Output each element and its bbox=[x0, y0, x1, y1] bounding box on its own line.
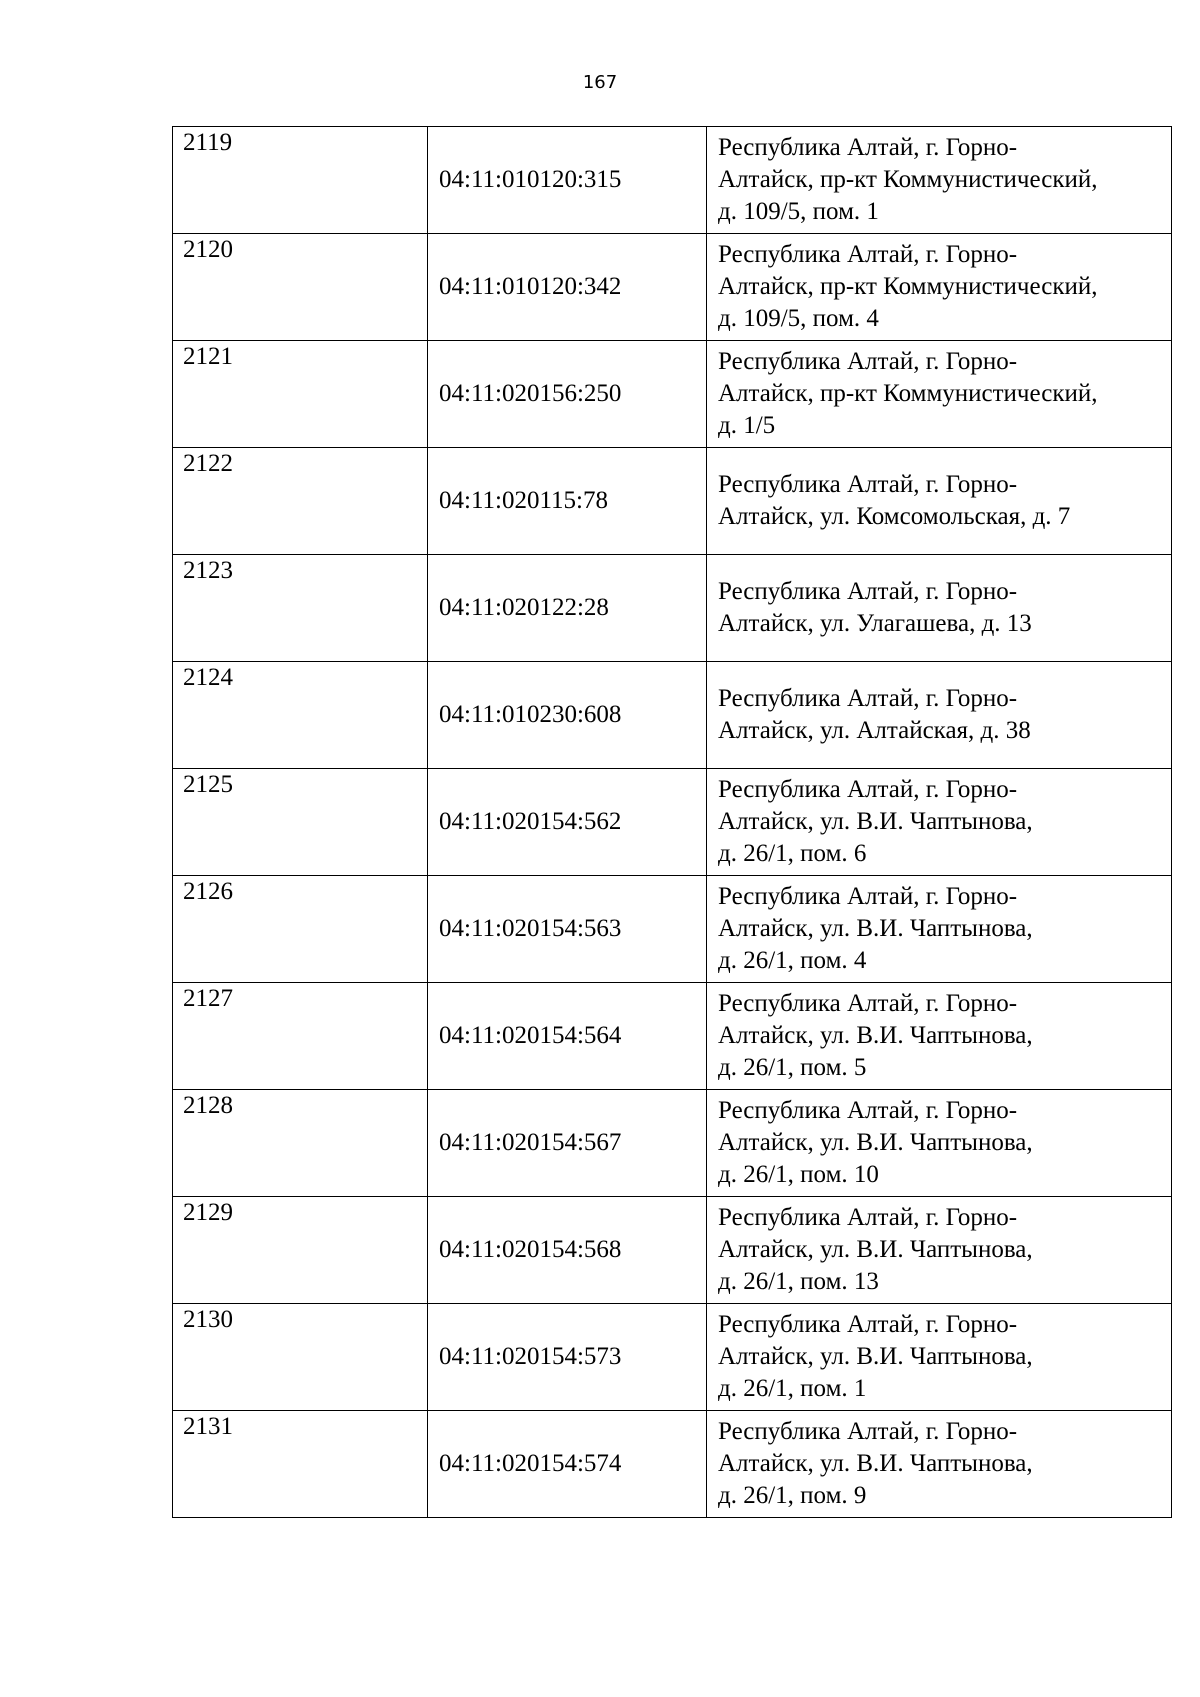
address-line: Республика Алтай, г. Горно- bbox=[718, 471, 1018, 498]
table-row bbox=[173, 1304, 1172, 1411]
table-row bbox=[173, 341, 1172, 448]
address-line: Алтайск, ул. В.И. Чаптынова, bbox=[718, 1129, 1033, 1156]
address-line: д. 26/1, пом. 9 bbox=[718, 1482, 867, 1509]
address-cell bbox=[707, 1411, 1172, 1518]
row-number-cell: 2123 bbox=[173, 555, 428, 662]
row-number-cell: 2124 bbox=[173, 662, 428, 769]
row-number-cell: 2128 bbox=[173, 1090, 428, 1197]
address-line: Алтайск, ул. Улагашева, д. 13 bbox=[718, 610, 1032, 637]
table-row bbox=[173, 876, 1172, 983]
cadastral-number-cell: 04:11:020115:78 bbox=[428, 448, 707, 555]
address-cell bbox=[707, 876, 1172, 983]
row-number-cell: 2131 bbox=[173, 1411, 428, 1518]
cadastral-number-cell: 04:11:020154:564 bbox=[428, 983, 707, 1090]
address-line: Республика Алтай, г. Горно- bbox=[718, 990, 1018, 1017]
address-cell bbox=[707, 555, 1172, 662]
cadastral-number-cell: 04:11:010230:608 bbox=[428, 662, 707, 769]
address-cell bbox=[707, 341, 1172, 448]
cadastral-number-cell: 04:11:020154:574 bbox=[428, 1411, 707, 1518]
address-line: д. 109/5, пом. 4 bbox=[718, 305, 879, 332]
address-line: Республика Алтай, г. Горно- bbox=[718, 1311, 1018, 1338]
row-number-cell: 2122 bbox=[173, 448, 428, 555]
cadastral-number-cell: 04:11:020156:250 bbox=[428, 341, 707, 448]
cadastral-number-cell: 04:11:020122:28 bbox=[428, 555, 707, 662]
row-number-cell: 2125 bbox=[173, 769, 428, 876]
address-line: Алтайск, ул. В.И. Чаптынова, bbox=[718, 1236, 1033, 1263]
address-cell bbox=[707, 127, 1172, 234]
address-line: д. 26/1, пом. 1 bbox=[718, 1375, 867, 1402]
table-row bbox=[173, 234, 1172, 341]
table-row bbox=[173, 1411, 1172, 1518]
address-line: д. 26/1, пом. 10 bbox=[718, 1161, 879, 1188]
address-line: Алтайск, пр-кт Коммунистический, bbox=[718, 380, 1098, 407]
cadastral-number-cell: 04:11:020154:567 bbox=[428, 1090, 707, 1197]
row-number-cell: 2126 bbox=[173, 876, 428, 983]
address-cell bbox=[707, 983, 1172, 1090]
address-cell bbox=[707, 448, 1172, 555]
address-cell bbox=[707, 1304, 1172, 1411]
address-cell bbox=[707, 234, 1172, 341]
cadastral-number-cell: 04:11:010120:342 bbox=[428, 234, 707, 341]
address-line: д. 26/1, пом. 13 bbox=[718, 1268, 879, 1295]
cadastral-number-cell: 04:11:020154:563 bbox=[428, 876, 707, 983]
row-number-cell: 2119 bbox=[173, 127, 428, 234]
address-cell bbox=[707, 769, 1172, 876]
address-line: Республика Алтай, г. Горно- bbox=[718, 348, 1018, 375]
property-table bbox=[172, 126, 1172, 1518]
address-line: Республика Алтай, г. Горно- bbox=[718, 241, 1018, 268]
cadastral-number-cell: 04:11:010120:315 bbox=[428, 127, 707, 234]
address-line: Республика Алтай, г. Горно- bbox=[718, 685, 1018, 712]
address-cell bbox=[707, 1197, 1172, 1304]
cadastral-number-cell: 04:11:020154:562 bbox=[428, 769, 707, 876]
table-row bbox=[173, 127, 1172, 234]
table-row bbox=[173, 769, 1172, 876]
address-line: Республика Алтай, г. Горно- bbox=[718, 776, 1018, 803]
table-row bbox=[173, 1090, 1172, 1197]
address-line: Республика Алтай, г. Горно- bbox=[718, 883, 1018, 910]
address-line: Республика Алтай, г. Горно- bbox=[718, 578, 1018, 605]
address-line: Алтайск, ул. В.И. Чаптынова, bbox=[718, 1450, 1033, 1477]
address-line: Алтайск, ул. Комсомольская, д. 7 bbox=[718, 503, 1071, 530]
cadastral-number-cell: 04:11:020154:573 bbox=[428, 1304, 707, 1411]
address-line: Алтайск, ул. В.И. Чаптынова, bbox=[718, 915, 1033, 942]
row-number-cell: 2129 bbox=[173, 1197, 428, 1304]
address-line: д. 1/5 bbox=[718, 412, 776, 439]
row-number-cell: 2130 bbox=[173, 1304, 428, 1411]
table-row bbox=[173, 662, 1172, 769]
address-line: Алтайск, ул. Алтайская, д. 38 bbox=[718, 717, 1031, 744]
address-line: Алтайск, ул. В.И. Чаптынова, bbox=[718, 808, 1033, 835]
address-line: д. 26/1, пом. 4 bbox=[718, 947, 867, 974]
address-line: Республика Алтай, г. Горно- bbox=[718, 134, 1018, 161]
table-row bbox=[173, 983, 1172, 1090]
table-body bbox=[173, 127, 1172, 1518]
table-row bbox=[173, 555, 1172, 662]
address-line: Алтайск, пр-кт Коммунистический, bbox=[718, 166, 1098, 193]
address-line: Алтайск, ул. В.И. Чаптынова, bbox=[718, 1022, 1033, 1049]
address-line: д. 26/1, пом. 6 bbox=[718, 840, 867, 867]
address-cell bbox=[707, 1090, 1172, 1197]
address-line: Республика Алтай, г. Горно- bbox=[718, 1097, 1018, 1124]
row-number-cell: 2127 bbox=[173, 983, 428, 1090]
address-line: Алтайск, ул. В.И. Чаптынова, bbox=[718, 1343, 1033, 1370]
page-number: 167 bbox=[582, 72, 618, 93]
cadastral-number-cell: 04:11:020154:568 bbox=[428, 1197, 707, 1304]
address-line: Алтайск, пр-кт Коммунистический, bbox=[718, 273, 1098, 300]
address-cell bbox=[707, 662, 1172, 769]
address-line: Республика Алтай, г. Горно- bbox=[718, 1204, 1018, 1231]
table-row bbox=[173, 1197, 1172, 1304]
table-row bbox=[173, 448, 1172, 555]
address-line: д. 109/5, пом. 1 bbox=[718, 198, 879, 225]
row-number-cell: 2120 bbox=[173, 234, 428, 341]
address-line: Республика Алтай, г. Горно- bbox=[718, 1418, 1018, 1445]
address-line: д. 26/1, пом. 5 bbox=[718, 1054, 867, 1081]
row-number-cell: 2121 bbox=[173, 341, 428, 448]
